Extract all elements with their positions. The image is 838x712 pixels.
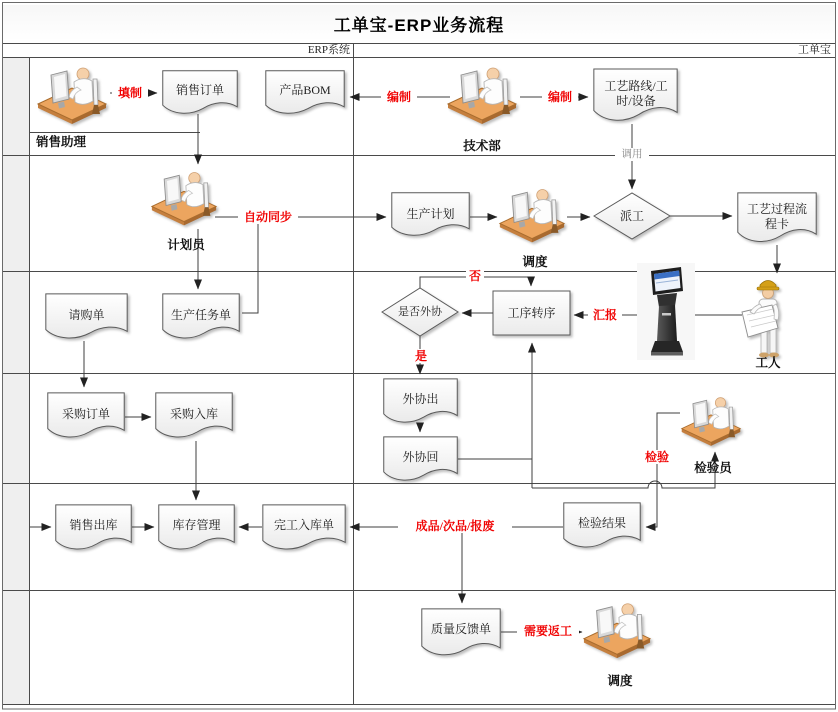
role-label-planner: 计划员 [167, 238, 205, 253]
connectors [30, 93, 777, 632]
kiosk-terminal-image [637, 263, 695, 360]
node-label-outsource-back: 外协回 [402, 449, 439, 464]
edge-label-need-rework: 需要返工 [517, 624, 579, 638]
node-label-process-route: 工艺路线/工时/设备 [604, 79, 668, 108]
edge-label-finished-defective-scrap: 成品/次品/报废 [398, 519, 512, 533]
edge-label-compile-right: 编制 [542, 90, 578, 104]
role-label-worker: 工人 [755, 356, 781, 371]
lane-header-erp: ERP系统 [307, 43, 350, 56]
node-label-product-bom: 产品BOM [279, 82, 331, 97]
node-label-process-flow-card: 工艺过程流程卡 [746, 202, 807, 231]
edge-label-yes: 是 [412, 349, 430, 363]
node-label-quality-feedback: 质量反馈单 [430, 621, 491, 636]
role-label-dispatcher: 调度 [522, 254, 548, 269]
person-dispatcher2-icon [584, 604, 650, 658]
role-label-inspector: 检验员 [694, 460, 732, 475]
edge-label-no: 否 [466, 269, 484, 283]
edge-label-compile-left: 编制 [381, 90, 417, 104]
person-worker-icon [742, 281, 779, 358]
person-tech-dept-icon [448, 68, 516, 124]
node-label-production-plan: 生产计划 [406, 206, 455, 221]
node-label-purchase-order: 采购订单 [61, 406, 110, 421]
node-label-inspection-result: 检验结果 [577, 515, 626, 530]
person-dispatcher-icon [500, 189, 564, 242]
edge-label-fill-in: 填制 [112, 86, 148, 100]
edge-label-inspect: 检验 [640, 450, 674, 464]
edge-label-auto-sync: 自动同步 [238, 210, 298, 224]
node-label-purchase-inbound: 采购入库 [169, 406, 218, 421]
role-label-sales-assistant: 销售助理 [36, 135, 87, 150]
role-label-dispatcher2: 调度 [607, 673, 633, 688]
person-planner-icon [152, 172, 216, 225]
node-label-outsource-out: 外协出 [402, 391, 439, 406]
node-label-outsource-decision: 是否外协 [398, 305, 442, 318]
page-title: 工单宝-ERP业务流程 [3, 5, 835, 41]
edge-label-report: 汇报 [588, 308, 622, 322]
node-label-completion-inbound: 完工入库单 [273, 517, 334, 532]
edge-label-invoke: 调用 [615, 148, 649, 161]
node-label-process-transfer: 工序转序 [507, 305, 556, 320]
flow-shapes [46, 69, 816, 655]
node-label-inventory-mgmt: 库存管理 [172, 517, 221, 532]
lane-header-gongdanbao: 工单宝 [798, 43, 831, 56]
person-inspector-icon [682, 398, 741, 446]
node-label-sales-outbound: 销售出库 [69, 517, 118, 532]
role-label-tech-dept: 技术部 [463, 139, 501, 154]
node-label-purchase-request: 请购单 [68, 307, 105, 322]
node-label-sales-order: 销售订单 [175, 82, 224, 97]
node-label-production-task: 生产任务单 [170, 307, 231, 322]
person-sales-assistant-icon [38, 68, 106, 124]
node-label-dispatch: 派工 [619, 209, 644, 223]
